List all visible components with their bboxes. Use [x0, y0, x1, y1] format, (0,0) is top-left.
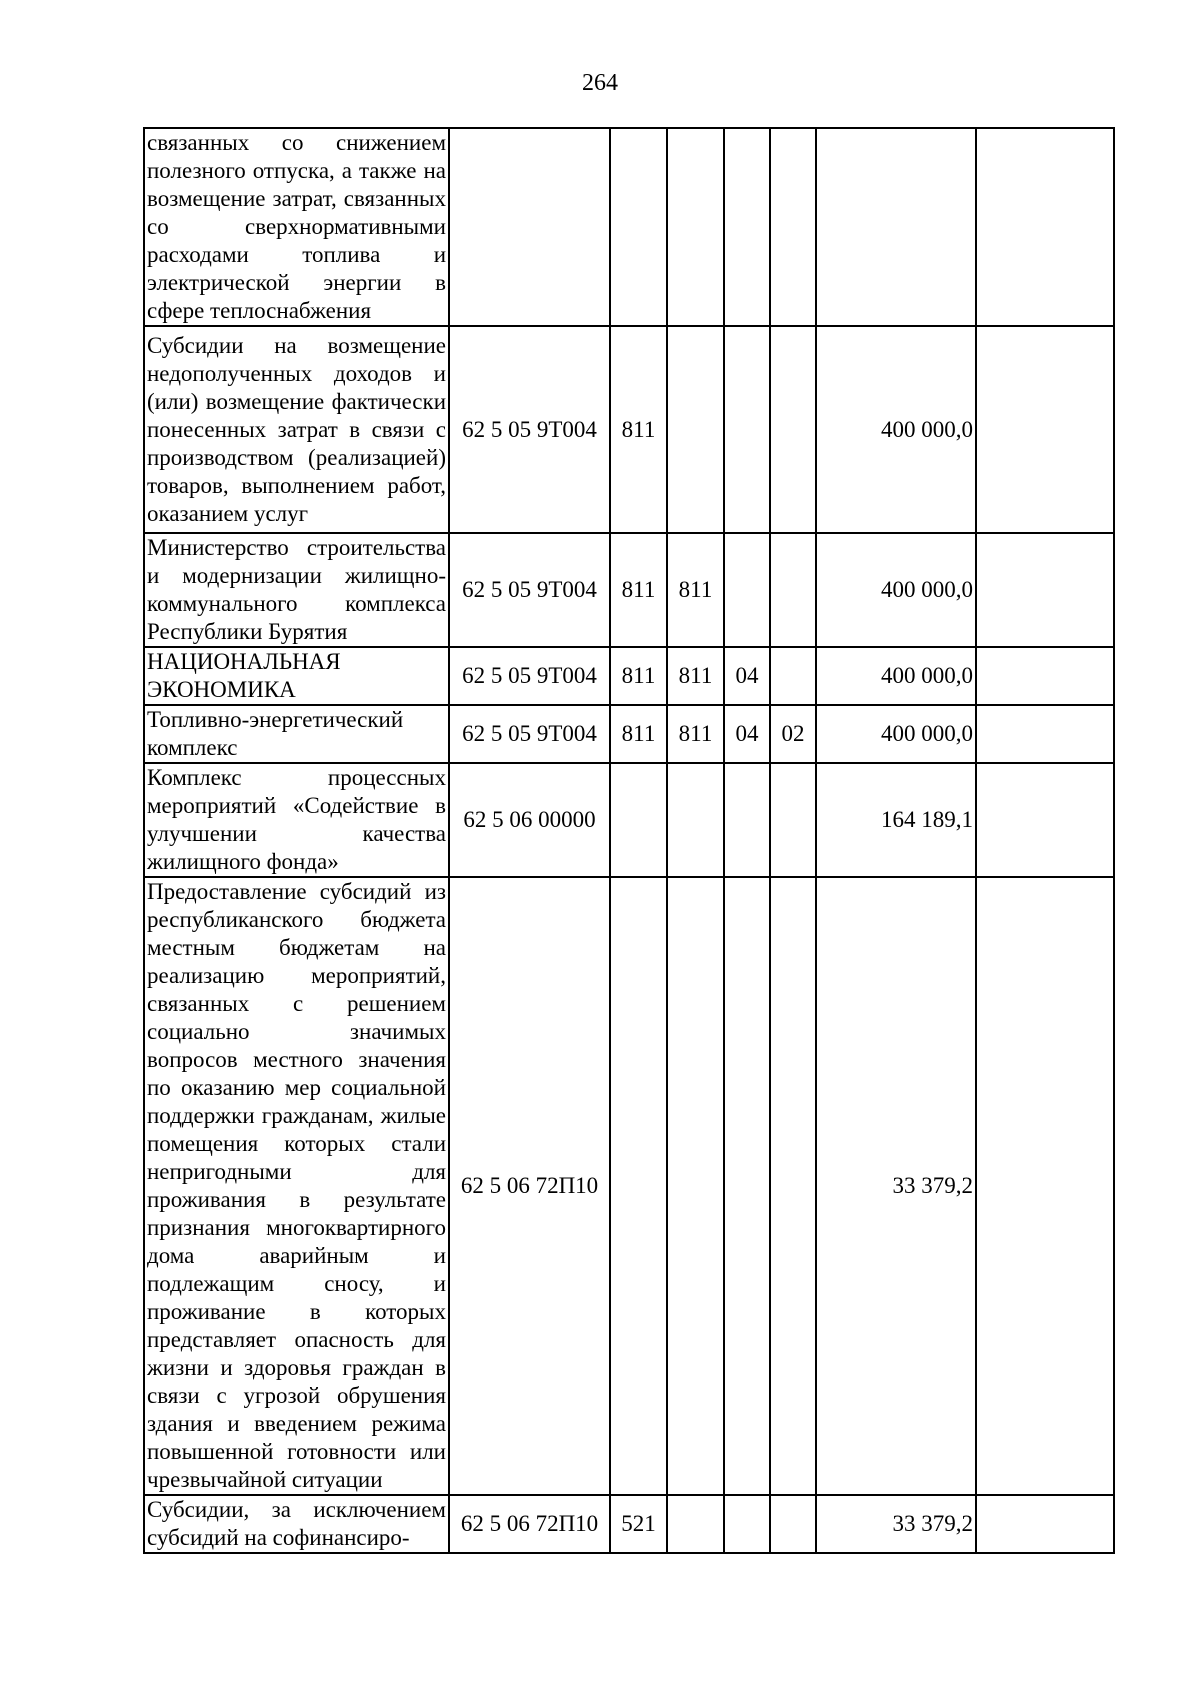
row-extra-cell — [976, 705, 1114, 763]
row-rz-cell — [724, 877, 770, 1495]
row-ved-cell: 811 — [667, 533, 724, 647]
row-code-cell: 62 5 05 9Т004 — [449, 326, 610, 533]
row-name-cell: связанных со снижением полезного отпуска, а также на возмещение затрат, связанных со сверхнормативными расходами топлива и электрической энергии в сфере теплоснабжения — [144, 128, 449, 326]
row-extra-cell — [976, 1495, 1114, 1553]
row-rz-cell: 04 — [724, 647, 770, 705]
row-code-cell: 62 5 05 9Т004 — [449, 533, 610, 647]
row-extra-cell — [976, 128, 1114, 326]
row-pr-cell: 02 — [770, 705, 816, 763]
row-code-cell: 62 5 05 9Т004 — [449, 647, 610, 705]
row-ved-cell: 811 — [667, 705, 724, 763]
row-grbs-cell — [610, 128, 667, 326]
table-row — [144, 647, 1114, 705]
row-pr-cell — [770, 647, 816, 705]
row-ved-cell — [667, 128, 724, 326]
row-amount-cell: 400 000,0 — [816, 705, 976, 763]
table-row — [144, 533, 1114, 647]
row-rz-cell — [724, 1495, 770, 1553]
row-pr-cell — [770, 763, 816, 877]
table-row — [144, 877, 1114, 1495]
row-rz-cell — [724, 128, 770, 326]
row-grbs-cell: 811 — [610, 533, 667, 647]
row-ved-cell: 811 — [667, 647, 724, 705]
row-name-cell: НАЦИОНАЛЬНАЯ ЭКОНОМИКА — [144, 647, 449, 705]
row-ved-cell — [667, 877, 724, 1495]
table-row — [144, 128, 1114, 326]
table-row — [144, 1495, 1114, 1553]
row-code-cell: 62 5 06 00000 — [449, 763, 610, 877]
row-pr-cell — [770, 533, 816, 647]
row-pr-cell — [770, 326, 816, 533]
row-amount-cell: 400 000,0 — [816, 647, 976, 705]
row-grbs-cell: 521 — [610, 1495, 667, 1553]
budget-table — [143, 127, 1115, 1554]
row-grbs-cell: 811 — [610, 705, 667, 763]
row-rz-cell: 04 — [724, 705, 770, 763]
row-amount-cell: 164 189,1 — [816, 763, 976, 877]
row-amount-cell: 33 379,2 — [816, 1495, 976, 1553]
row-name-cell: Субсидии, за исключением субсидий на софинансиро- — [144, 1495, 449, 1553]
row-pr-cell — [770, 128, 816, 326]
row-extra-cell — [976, 647, 1114, 705]
row-amount-cell: 400 000,0 — [816, 326, 976, 533]
row-code-cell: 62 5 06 72П10 — [449, 1495, 610, 1553]
row-pr-cell — [770, 1495, 816, 1553]
row-extra-cell — [976, 877, 1114, 1495]
row-extra-cell — [976, 533, 1114, 647]
row-ved-cell — [667, 1495, 724, 1553]
row-code-cell: 62 5 05 9Т004 — [449, 705, 610, 763]
row-rz-cell — [724, 533, 770, 647]
row-amount-cell: 400 000,0 — [816, 533, 976, 647]
row-rz-cell — [724, 326, 770, 533]
row-extra-cell — [976, 763, 1114, 877]
table-row — [144, 705, 1114, 763]
row-name-cell: Топливно-энергетический комплекс — [144, 705, 449, 763]
row-amount-cell: 33 379,2 — [816, 877, 976, 1495]
row-name-cell: Министерство строительства и модернизации жилищно-коммунального комплекса Республики Бурятия — [144, 533, 449, 647]
row-name-cell: Субсидии на возмещение недополученных доходов и (или) возмещение фактически понесенных затрат в связи с производством (реализацией) товаров, выполнением работ, оказанием услуг — [144, 326, 449, 533]
row-grbs-cell: 811 — [610, 647, 667, 705]
table-row — [144, 763, 1114, 877]
row-pr-cell — [770, 877, 816, 1495]
row-name-cell: Предоставление субсидий из республиканского бюджета местным бюджетам на реализацию мероприятий, связанных с решением социально значимых вопросов местного значения по оказанию мер социальной поддержки гражданам, жилые помещения которых стали непригодными для проживания в результате признания многоквартирного дома аварийным и подлежащим сносу, и проживание в которых представляет опасность для жизни и здоровья граждан в связи с угрозой обрушения здания и введением режима повышенной готовности или чрезвычайной ситуации — [144, 877, 449, 1495]
table-row — [144, 326, 1114, 533]
row-amount-cell — [816, 128, 976, 326]
row-rz-cell — [724, 763, 770, 877]
row-extra-cell — [976, 326, 1114, 533]
row-ved-cell — [667, 326, 724, 533]
row-grbs-cell: 811 — [610, 326, 667, 533]
row-code-cell: 62 5 06 72П10 — [449, 877, 610, 1495]
row-grbs-cell — [610, 763, 667, 877]
row-grbs-cell — [610, 877, 667, 1495]
page-number: 264 — [582, 70, 618, 96]
row-name-cell: Комплекс процессных мероприятий «Содействие в улучшении качества жилищного фонда» — [144, 763, 449, 877]
row-ved-cell — [667, 763, 724, 877]
row-code-cell — [449, 128, 610, 326]
